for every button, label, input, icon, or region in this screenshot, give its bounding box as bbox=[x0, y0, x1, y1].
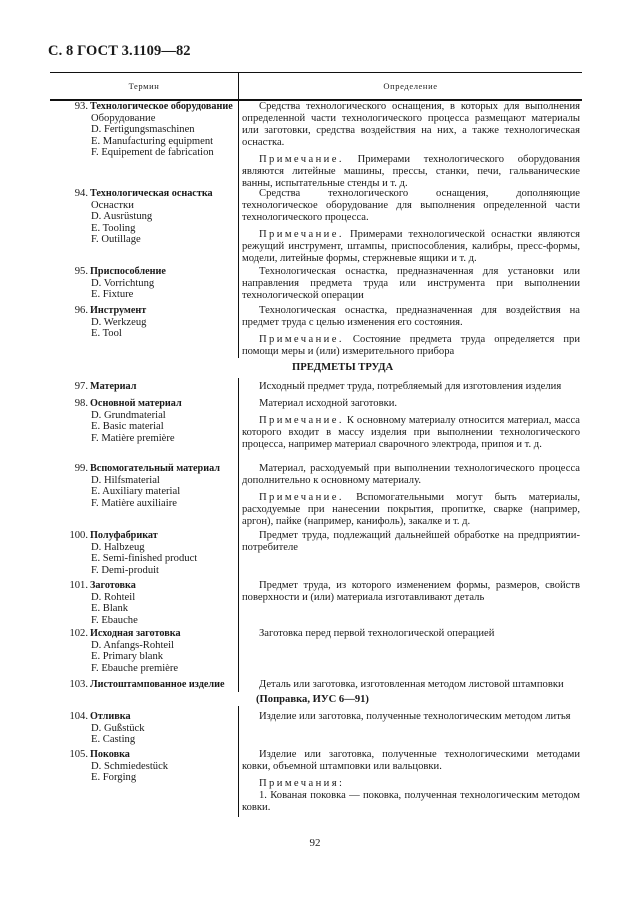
term-name: Заготовка bbox=[90, 580, 136, 591]
term-alt: Оснастки bbox=[91, 199, 134, 211]
column-divider bbox=[238, 676, 239, 692]
term-alt: E. Tool bbox=[91, 328, 122, 340]
definition-note bbox=[242, 492, 580, 528]
note-text: Состояние предмета труда определяется при помощи меры и (или) измерительного прибора bbox=[242, 334, 580, 357]
definition-97 bbox=[242, 381, 580, 393]
term-name: Материал bbox=[90, 381, 137, 392]
term-number: 99. bbox=[74, 463, 88, 474]
term-alt: D. Grundmaterial bbox=[91, 409, 166, 421]
column-header-term: Термин bbox=[50, 73, 239, 99]
definition-text: Исходный предмет труда, потребляемый для изготовления изделия bbox=[259, 381, 562, 392]
definition-102 bbox=[242, 628, 580, 640]
term-alt: D. Schmiedestück bbox=[91, 760, 169, 772]
term-name: Вспомогательный материал bbox=[90, 463, 220, 474]
term-alt: D. Fertigungsmaschinen bbox=[91, 124, 195, 136]
note-label: Примечание. bbox=[259, 229, 344, 240]
term-alt: E. Basic material bbox=[91, 421, 164, 433]
term-alt: F. Ebauche première bbox=[91, 662, 179, 674]
term-alt: F. Equipement de fabrication bbox=[91, 147, 214, 159]
term-name: Инструмент bbox=[90, 305, 147, 316]
term-alt: F. Matière première bbox=[91, 432, 175, 444]
page-header: С. 8 ГОСТ 3.1109—82 bbox=[48, 43, 191, 59]
column-divider bbox=[238, 706, 239, 817]
term-alt: E. Blank bbox=[91, 603, 129, 615]
definition-101 bbox=[242, 580, 580, 604]
term-alt: D. Gußstück bbox=[91, 722, 145, 734]
definition-text: Средства технологического оснащения, в которых для выполнения определенной части технологического процесса размещают материалы или заготовки, средства воздействия на них, а также технологическая оснастка. bbox=[242, 101, 580, 148]
definition-text: Предмет труда, из которого изменением формы, размеров, свойств поверхности и (или) материала изготавливают деталь bbox=[242, 580, 580, 603]
term-number: 93. bbox=[74, 101, 88, 112]
amendment-note: (Поправка, ИУС 6—91) bbox=[256, 694, 369, 705]
term-number: 95. bbox=[74, 266, 88, 277]
term-name: Технологическая оснастка bbox=[90, 188, 213, 199]
term-alt: F. Outillage bbox=[91, 234, 141, 246]
term-alt: Оборудование bbox=[91, 112, 156, 124]
definition-text: Заготовка перед первой технологической операцией bbox=[259, 628, 495, 639]
term-number: 103. bbox=[69, 679, 88, 690]
term-name: Отливка bbox=[90, 711, 131, 722]
definition-note bbox=[242, 229, 580, 265]
definition-text: Материал, расходуемый при выполнении технологического процесса дополнительно к основному материалу. bbox=[242, 463, 580, 486]
term-alt: E. Fixture bbox=[91, 289, 134, 301]
table-header bbox=[50, 72, 582, 101]
note-text: Примерами технологического оборудования являются литейные машины, прессы, станки, печи, гальванические ванны, испытательные стенды и т. д. bbox=[242, 154, 580, 189]
definition-text: Изделие или заготовка, полученные технологическим методом литья bbox=[259, 711, 571, 722]
note-label: Примечание. bbox=[259, 415, 344, 426]
term-name: Основной материал bbox=[90, 398, 182, 409]
definition-text: Технологическая оснастка, предназначенная для установки или направления предмета труда или инструмента при выполнении технологической операции bbox=[242, 266, 580, 301]
term-alt: F. Ebauche bbox=[91, 614, 138, 626]
term-number: 102. bbox=[69, 628, 88, 639]
definition-note bbox=[242, 334, 580, 358]
note-text: Вспомогательными могут быть материалы, расходуемые при нанесении покрытия, пропитке, сварке (например, аргон), пайке (например, канифоль), закалке и т. д. bbox=[242, 492, 580, 527]
definition-99 bbox=[242, 463, 580, 528]
definition-text: Предмет труда, подлежащий дальнейшей обработке на предприятии-потребителе bbox=[242, 530, 580, 553]
definition-103 bbox=[242, 679, 580, 691]
term-name: Листоштампованное изделие bbox=[90, 679, 225, 690]
term-alt: E. Casting bbox=[91, 734, 136, 746]
definition-text: Изделие или заготовка, полученные технологическими методами ковки, объемной штамповки или вальцовки. bbox=[242, 749, 580, 772]
term-alt: E. Primary blank bbox=[91, 651, 164, 663]
term-alt: D. Anfangs-Rohteil bbox=[91, 639, 174, 651]
term-number: 94. bbox=[74, 188, 88, 199]
definition-98 bbox=[242, 398, 580, 451]
term-name: Исходная заготовка bbox=[90, 628, 181, 639]
term-alt: D. Hilfsmaterial bbox=[91, 474, 160, 486]
term-alt: D. Werkzeug bbox=[91, 316, 147, 328]
note-label: Примечание. bbox=[259, 492, 344, 503]
definition-100 bbox=[242, 530, 580, 554]
term-alt: E. Tooling bbox=[91, 222, 136, 234]
term-name: Поковка bbox=[90, 749, 130, 760]
definition-text: Материал исходной заготовки. bbox=[259, 398, 398, 409]
definition-note bbox=[242, 154, 580, 190]
definition-text: Технологическая оснастка, предназначенная для воздействия на предмет труда с целью изменения его состояния. bbox=[242, 305, 580, 328]
note-label: Примечание. bbox=[259, 334, 344, 345]
term-number: 105. bbox=[69, 749, 88, 760]
term-number: 97. bbox=[74, 381, 88, 392]
column-divider bbox=[238, 98, 239, 358]
term-number: 98. bbox=[74, 398, 88, 409]
term-number: 96. bbox=[74, 305, 88, 316]
definition-95 bbox=[242, 266, 580, 302]
term-alt: E. Auxiliary material bbox=[91, 486, 181, 498]
term-number: 104. bbox=[69, 711, 88, 722]
term-name: Приспособление bbox=[90, 266, 166, 277]
definition-note-label bbox=[242, 778, 580, 790]
section-title: ПРЕДМЕТЫ ТРУДА bbox=[292, 362, 394, 373]
definition-93 bbox=[242, 101, 580, 190]
term-alt: E. Manufacturing equipment bbox=[91, 135, 214, 147]
definition-94 bbox=[242, 188, 580, 265]
term-name: Полуфабрикат bbox=[90, 530, 158, 541]
definition-note-item: 1. Кованая поковка — поковка, полученная технологическим методом ковки. bbox=[242, 790, 580, 813]
definition-96 bbox=[242, 305, 580, 358]
column-header-definition: Определение bbox=[383, 81, 438, 91]
term-name: Технологическое оборудование bbox=[90, 101, 233, 112]
note-label: Примечания: bbox=[259, 778, 345, 789]
term-alt: D. Vorrichtung bbox=[91, 277, 155, 289]
definition-text: Средства технологического оснащения, дополняющие технологическое оборудование для выполнения определенной части технологического процесса. bbox=[242, 188, 580, 223]
term-number: 101. bbox=[69, 580, 88, 591]
term-alt: F. Matière auxiliaire bbox=[91, 497, 177, 509]
column-divider bbox=[238, 378, 239, 678]
term-alt: D. Rohteil bbox=[91, 591, 136, 603]
term-alt: E. Semi-finished product bbox=[91, 553, 198, 565]
term-alt: D. Ausrüstung bbox=[91, 211, 153, 223]
definition-105 bbox=[242, 749, 580, 814]
definition-text: Деталь или заготовка, изготовленная методом листовой штамповки bbox=[259, 679, 564, 690]
definition-104 bbox=[242, 711, 580, 723]
note-label: Примечание. bbox=[259, 154, 344, 165]
note-text: К основному материалу относится материал, масса которого входит в массу изделия при выполнении технологического процесса, например материал сварочного электрода, припоя и т. д. bbox=[242, 415, 580, 450]
term-alt: E. Forging bbox=[91, 772, 137, 784]
term-number: 100. bbox=[69, 530, 88, 541]
definition-note bbox=[242, 415, 580, 451]
note-text: Примерами технологической оснастки являются режущий инструмент, штампы, приспособления, калибры, пресс-формы, модели, литейные формы, стержневые ящики и т. д. bbox=[242, 229, 580, 264]
term-alt: D. Halbzeug bbox=[91, 541, 145, 553]
term-alt: F. Demi-produit bbox=[91, 564, 160, 576]
page-number: 92 bbox=[309, 837, 321, 849]
